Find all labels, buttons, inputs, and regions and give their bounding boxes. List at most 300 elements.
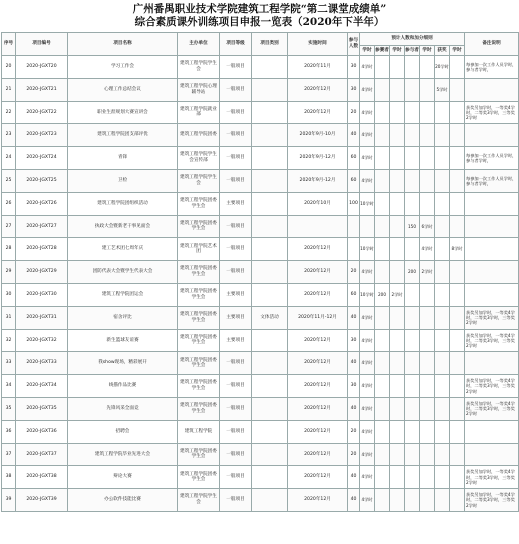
cell-remark: 获奖另加学时，一等奖4学时，二等奖3学时，三等奖2学时 xyxy=(465,375,519,398)
cell-owner: 建筑工程学院学生会 xyxy=(178,489,220,512)
cell-credit xyxy=(375,489,390,512)
cell-credit xyxy=(435,489,450,512)
cell-remark: 获奖另加学时，一等奖4学时，二等奖3学时，三等奖2学时 xyxy=(465,306,519,329)
cell-credit xyxy=(450,261,465,284)
cell-credit: 4学时 xyxy=(420,238,435,261)
cell-credit xyxy=(375,238,390,261)
cell-level: 一般项目 xyxy=(220,56,252,79)
cell-category: 文体活动 xyxy=(252,306,288,329)
cell-remark: 每参加一次工作人员学时，参与者学时， xyxy=(465,169,519,192)
cell-credit: 6学时 xyxy=(420,215,435,238)
cell-people: 20 xyxy=(348,101,360,124)
cell-credit xyxy=(405,306,420,329)
cell-credit: 4学时 xyxy=(360,466,375,489)
cell-credit xyxy=(435,192,450,215)
cell-name: 建筑工程学院团支部评优 xyxy=(68,124,178,147)
cell-time: 2020年11月 xyxy=(288,56,348,79)
cell-credit xyxy=(375,56,390,79)
cell-credit xyxy=(390,375,405,398)
cell-owner: 建筑工程学院团委学生会 xyxy=(178,329,220,352)
cell-people: 60 xyxy=(348,147,360,170)
header-credit-sub: 学时 xyxy=(360,46,375,56)
cell-level: 一般项目 xyxy=(220,261,252,284)
cell-time: 2020年12月 xyxy=(288,283,348,306)
cell-level: 主要项目 xyxy=(220,192,252,215)
cell-code: 2020-JGXT20 xyxy=(16,56,68,79)
table-row xyxy=(2,283,519,306)
cell-code: 2020-JGXT36 xyxy=(16,420,68,443)
cell-credit xyxy=(435,420,450,443)
cell-owner: 建筑工程学院就业部 xyxy=(178,101,220,124)
cell-credit xyxy=(375,78,390,101)
table-row xyxy=(2,169,519,192)
cell-credit xyxy=(405,489,420,512)
cell-credit xyxy=(375,443,390,466)
cell-credit xyxy=(390,306,405,329)
cell-credit xyxy=(420,124,435,147)
cell-remark xyxy=(465,261,519,284)
cell-credit xyxy=(405,56,420,79)
header-level: 项目等级 xyxy=(220,33,252,56)
cell-credit xyxy=(435,306,450,329)
cell-remark xyxy=(465,192,519,215)
cell-owner: 建筑工程学院团委学生会 xyxy=(178,283,220,306)
cell-credit xyxy=(435,238,450,261)
cell-credit xyxy=(420,169,435,192)
cell-seq: 28 xyxy=(2,238,16,261)
cell-level: 一般项目 xyxy=(220,397,252,420)
cell-credit xyxy=(390,397,405,420)
cell-credit xyxy=(450,283,465,306)
cell-credit xyxy=(420,78,435,101)
cell-category xyxy=(252,101,288,124)
cell-name: 心理工作总结会议 xyxy=(68,78,178,101)
cell-people: 60 xyxy=(348,283,360,306)
cell-credit xyxy=(375,147,390,170)
cell-level: 主要项目 xyxy=(220,329,252,352)
cell-credit xyxy=(375,101,390,124)
cell-credit: 4学时 xyxy=(360,78,375,101)
cell-code: 2020-JGXT29 xyxy=(16,261,68,284)
cell-credit: 4学时 xyxy=(360,101,375,124)
cell-time xyxy=(288,215,348,238)
cell-remark xyxy=(465,124,519,147)
cell-credit xyxy=(450,329,465,352)
table-row xyxy=(2,56,519,79)
cell-credit xyxy=(390,215,405,238)
cell-credit xyxy=(435,147,450,170)
cell-credit xyxy=(390,261,405,284)
cell-people: 30 xyxy=(348,329,360,352)
cell-owner: 建筑工程学院团委学生会 xyxy=(178,261,220,284)
cell-level: 一般项目 xyxy=(220,489,252,512)
cell-seq: 21 xyxy=(2,78,16,101)
cell-credit: 4学时 xyxy=(360,443,375,466)
cell-remark: 获奖另加学时，一等奖4学时，二等奖3学时，三等奖2学时 xyxy=(465,489,519,512)
cell-credit xyxy=(435,329,450,352)
cell-code: 2020-JGXT22 xyxy=(16,101,68,124)
cell-category xyxy=(252,489,288,512)
cell-name: 青锋 xyxy=(68,147,178,170)
cell-code: 2020-JGXT27 xyxy=(16,215,68,238)
cell-name: 线描作品比赛 xyxy=(68,375,178,398)
cell-time: 2020年12月 xyxy=(288,238,348,261)
cell-owner: 建筑工程学院心理辅导站 xyxy=(178,78,220,101)
cell-credit xyxy=(450,489,465,512)
cell-seq: 36 xyxy=(2,420,16,443)
cell-credit xyxy=(450,397,465,420)
cell-people: 100 xyxy=(348,192,360,215)
cell-remark: 获奖另加学时，一等奖4学时，二等奖3学时，三等奖2学时 xyxy=(465,101,519,124)
header-time: 实施时间 xyxy=(288,33,348,56)
cell-credit xyxy=(420,56,435,79)
cell-credit xyxy=(420,420,435,443)
cell-name: 宿舍评比 xyxy=(68,306,178,329)
cell-name: 建筑工程学院毕业先进大会 xyxy=(68,443,178,466)
cell-credit xyxy=(450,306,465,329)
cell-credit xyxy=(435,397,450,420)
cell-time: 2020年9月-10月 xyxy=(288,124,348,147)
cell-credit xyxy=(420,306,435,329)
cell-credit xyxy=(420,329,435,352)
table-row xyxy=(2,147,519,170)
cell-level: 一般项目 xyxy=(220,124,252,147)
table-row xyxy=(2,489,519,512)
cell-seq: 26 xyxy=(2,192,16,215)
cell-code: 2020-JGXT38 xyxy=(16,466,68,489)
cell-seq: 24 xyxy=(2,147,16,170)
cell-credit xyxy=(390,489,405,512)
cell-credit xyxy=(375,466,390,489)
cell-credit xyxy=(375,420,390,443)
cell-people: 40 xyxy=(348,489,360,512)
cell-credit: 4学时 xyxy=(360,420,375,443)
cell-owner: 建筑工程学院团委学生会 xyxy=(178,215,220,238)
cell-name: 建筑工程学院团运会 xyxy=(68,283,178,306)
cell-seq: 37 xyxy=(2,443,16,466)
cell-time: 2020年12月 xyxy=(288,261,348,284)
cell-code: 2020-JGXT31 xyxy=(16,306,68,329)
cell-owner: 建筑工程学院学生会 xyxy=(178,169,220,192)
cell-category xyxy=(252,283,288,306)
cell-credit xyxy=(405,329,420,352)
cell-seq: 25 xyxy=(2,169,16,192)
cell-remark xyxy=(465,283,519,306)
cell-code: 2020-JGXT30 xyxy=(16,283,68,306)
cell-code: 2020-JGXT33 xyxy=(16,352,68,375)
cell-credit xyxy=(420,283,435,306)
table-row xyxy=(2,261,519,284)
cell-credit: 4学时 xyxy=(360,147,375,170)
cell-credit xyxy=(375,124,390,147)
cell-credit xyxy=(390,101,405,124)
cell-credit xyxy=(420,397,435,420)
cell-code: 2020-JGXT24 xyxy=(16,147,68,170)
cell-name: 新生篮球友谊赛 xyxy=(68,329,178,352)
cell-code: 2020-JGXT23 xyxy=(16,124,68,147)
cell-remark xyxy=(465,238,519,261)
cell-owner: 建筑工程学院 xyxy=(178,420,220,443)
cell-people: 30 xyxy=(348,375,360,398)
cell-credit xyxy=(450,443,465,466)
cell-name: 团防代表大会暨学生代表大会 xyxy=(68,261,178,284)
cell-credit: 4学时 xyxy=(360,397,375,420)
cell-seq: 38 xyxy=(2,466,16,489)
cell-name: 执政大会暨新老干事见面会 xyxy=(68,215,178,238)
cell-owner: 建筑工程学院艺术团 xyxy=(178,238,220,261)
cell-category xyxy=(252,261,288,284)
cell-category xyxy=(252,56,288,79)
cell-credit xyxy=(420,489,435,512)
cell-credit xyxy=(450,420,465,443)
cell-credit: 8学时 xyxy=(450,238,465,261)
cell-people: 20 xyxy=(348,443,360,466)
header-credit-sub: 学时 xyxy=(390,46,405,56)
table-row xyxy=(2,215,519,238)
cell-owner: 建筑工程学院团委 xyxy=(178,124,220,147)
table-row xyxy=(2,443,519,466)
cell-category xyxy=(252,192,288,215)
cell-time: 2020年9月-12月 xyxy=(288,147,348,170)
cell-credit xyxy=(420,101,435,124)
cell-credit xyxy=(405,420,420,443)
cell-people: 40 xyxy=(348,352,360,375)
cell-credit xyxy=(375,329,390,352)
cell-name: 办公软件技能比赛 xyxy=(68,489,178,512)
table-row xyxy=(2,329,519,352)
cell-credit xyxy=(405,283,420,306)
header-credit-sub: 参赛者 xyxy=(375,46,390,56)
cell-time: 2020年12月 xyxy=(288,489,348,512)
cell-credit xyxy=(405,101,420,124)
cell-credit xyxy=(435,101,450,124)
cell-credit: 4学时 xyxy=(360,56,375,79)
cell-credit xyxy=(450,375,465,398)
cell-code: 2020-JGXT35 xyxy=(16,397,68,420)
cell-credit xyxy=(435,124,450,147)
cell-time: 2020年12月 xyxy=(288,443,348,466)
cell-name: 卫检 xyxy=(68,169,178,192)
cell-credit xyxy=(450,466,465,489)
table-row xyxy=(2,192,519,215)
cell-remark: 获奖另加学时，一等奖4学时，二等奖3学时，三等奖2学时 xyxy=(465,329,519,352)
cell-credit: 4学时 xyxy=(360,306,375,329)
cell-people: 40 xyxy=(348,306,360,329)
cell-credit xyxy=(360,215,375,238)
cell-owner: 建筑工程学院学生会宣传部 xyxy=(178,147,220,170)
cell-level: 主要项目 xyxy=(220,283,252,306)
cell-time: 2020年12月 xyxy=(288,375,348,398)
cell-people: 30 xyxy=(348,56,360,79)
cell-time: 2020年12月 xyxy=(288,397,348,420)
cell-credit: 4学时 xyxy=(360,489,375,512)
cell-credit: 4学时 xyxy=(360,329,375,352)
table-row xyxy=(2,124,519,147)
header-owner: 主办单位 xyxy=(178,33,220,56)
cell-credit: 200 xyxy=(405,261,420,284)
header-credit-sub: 参与者 xyxy=(405,46,420,56)
cell-credit xyxy=(375,169,390,192)
cell-remark: 每参加一次工作人员学时，参与者学时， xyxy=(465,147,519,170)
cell-credit xyxy=(450,352,465,375)
cell-owner: 建筑工程学院学生会 xyxy=(178,56,220,79)
cell-category xyxy=(252,238,288,261)
cell-credit xyxy=(375,375,390,398)
cell-level: 一般项目 xyxy=(220,238,252,261)
cell-category xyxy=(252,147,288,170)
cell-name: 学习工作会 xyxy=(68,56,178,79)
cell-code: 2020-JGXT39 xyxy=(16,489,68,512)
header-credit-sub: 学时 xyxy=(450,46,465,56)
cell-people: 20 xyxy=(348,420,360,443)
cell-code: 2020-JGXT34 xyxy=(16,375,68,398)
cell-credit xyxy=(435,215,450,238)
cell-credit: 10学时 xyxy=(360,238,375,261)
cell-level: 一般项目 xyxy=(220,375,252,398)
cell-name: 招聘会 xyxy=(68,420,178,443)
cell-seq: 29 xyxy=(2,261,16,284)
cell-category xyxy=(252,124,288,147)
header-remark: 备注说明 xyxy=(465,33,519,56)
cell-category xyxy=(252,443,288,466)
cell-name: 职业生涯规划大赛宣讲会 xyxy=(68,101,178,124)
cell-credit xyxy=(435,352,450,375)
cell-remark xyxy=(465,420,519,443)
cell-code: 2020-JGXT21 xyxy=(16,78,68,101)
cell-credit: 10学时 xyxy=(360,283,375,306)
document-title: 广州番禺职业技术学院建筑工程学院“第二课堂成绩单” xyxy=(132,3,387,15)
cell-credit: 20学时 xyxy=(435,56,450,79)
cell-credit xyxy=(435,443,450,466)
cell-credit xyxy=(405,466,420,489)
cell-credit xyxy=(450,215,465,238)
header-code: 项目编号 xyxy=(16,33,68,56)
cell-time: 2020年12月 xyxy=(288,101,348,124)
cell-owner: 建筑工程学院团委学生会 xyxy=(178,352,220,375)
cell-credit xyxy=(375,397,390,420)
cell-credit xyxy=(435,261,450,284)
cell-remark xyxy=(465,352,519,375)
cell-credit xyxy=(405,443,420,466)
table-row xyxy=(2,352,519,375)
cell-credit xyxy=(375,352,390,375)
cell-time: 2020年10月 xyxy=(288,192,348,215)
cell-credit xyxy=(390,147,405,170)
cell-credit: 150 xyxy=(405,215,420,238)
cell-credit xyxy=(405,238,420,261)
cell-time: 2020年12月 xyxy=(288,329,348,352)
cell-people xyxy=(348,238,360,261)
cell-remark: 获奖另加学时，一等奖4学时，二等奖3学时，三等奖2学时 xyxy=(465,466,519,489)
table-row xyxy=(2,466,519,489)
cell-credit xyxy=(405,147,420,170)
cell-time: 2020年9月-12月 xyxy=(288,169,348,192)
cell-credit xyxy=(405,169,420,192)
cell-credit xyxy=(375,192,390,215)
cell-time: 2020年11月-12月 xyxy=(288,306,348,329)
cell-code: 2020-JGXT26 xyxy=(16,192,68,215)
cell-credit xyxy=(390,192,405,215)
table-row xyxy=(2,238,519,261)
cell-seq: 34 xyxy=(2,375,16,398)
cell-credit xyxy=(405,78,420,101)
cell-credit: 10学时 xyxy=(360,192,375,215)
cell-level: 一般项目 xyxy=(220,169,252,192)
cell-credit xyxy=(420,466,435,489)
cell-code: 2020-JGXT37 xyxy=(16,443,68,466)
cell-remark: 每参加一次工作人员学时，参与者学时， xyxy=(465,56,519,79)
cell-credit xyxy=(405,397,420,420)
cell-owner: 建筑工程学院团委学生会 xyxy=(178,466,220,489)
cell-level: 一般项目 xyxy=(220,443,252,466)
cell-owner: 建筑工程学院团委学生会 xyxy=(178,192,220,215)
cell-credit xyxy=(390,352,405,375)
table-row xyxy=(2,306,519,329)
cell-credit xyxy=(390,329,405,352)
table-row xyxy=(2,101,519,124)
header-name: 项目名称 xyxy=(68,33,178,56)
cell-level: 一般项目 xyxy=(220,420,252,443)
cell-credit xyxy=(420,147,435,170)
cell-credit xyxy=(420,375,435,398)
cell-category xyxy=(252,169,288,192)
cell-people xyxy=(348,215,360,238)
cell-people: 40 xyxy=(348,466,360,489)
document-subtitle: 综合素质课外训练项目申报一览表（2020年下半年） xyxy=(134,16,385,28)
cell-credit xyxy=(450,78,465,101)
cell-credit xyxy=(390,238,405,261)
cell-people: 30 xyxy=(348,78,360,101)
header-seq: 序号 xyxy=(2,33,16,56)
cell-category xyxy=(252,215,288,238)
cell-credit xyxy=(375,261,390,284)
cell-credit xyxy=(390,420,405,443)
cell-credit xyxy=(390,169,405,192)
cell-credit xyxy=(390,78,405,101)
cell-credit xyxy=(375,306,390,329)
cell-level: 一般项目 xyxy=(220,352,252,375)
cell-seq: 33 xyxy=(2,352,16,375)
cell-credit xyxy=(420,352,435,375)
cell-credit: 4学时 xyxy=(360,375,375,398)
cell-credit xyxy=(390,56,405,79)
cell-category xyxy=(252,352,288,375)
cell-code: 2020-JGXT32 xyxy=(16,329,68,352)
cell-credit xyxy=(435,466,450,489)
cell-time: 2020年12月 xyxy=(288,420,348,443)
cell-level: 主要项目 xyxy=(220,306,252,329)
cell-people: 40 xyxy=(348,397,360,420)
table-row xyxy=(2,375,519,398)
cell-time: 2020年12月 xyxy=(288,78,348,101)
cell-name: 建筑工程学院团组织活动 xyxy=(68,192,178,215)
header-credit-sub: 学时 xyxy=(420,46,435,56)
cell-credit xyxy=(435,375,450,398)
cell-seq: 22 xyxy=(2,101,16,124)
cell-credit: 4学时 xyxy=(360,169,375,192)
cell-credit xyxy=(375,215,390,238)
cell-credit: 200 xyxy=(375,283,390,306)
cell-seq: 32 xyxy=(2,329,16,352)
cell-credit xyxy=(450,124,465,147)
cell-seq: 27 xyxy=(2,215,16,238)
header-credit-sub: 获奖 xyxy=(435,46,450,56)
cell-code: 2020-JGXT25 xyxy=(16,169,68,192)
header-credit-group: 预计人数和加分细则 xyxy=(360,33,465,46)
cell-category xyxy=(252,375,288,398)
cell-credit: 4学时 xyxy=(360,124,375,147)
cell-credit xyxy=(390,466,405,489)
